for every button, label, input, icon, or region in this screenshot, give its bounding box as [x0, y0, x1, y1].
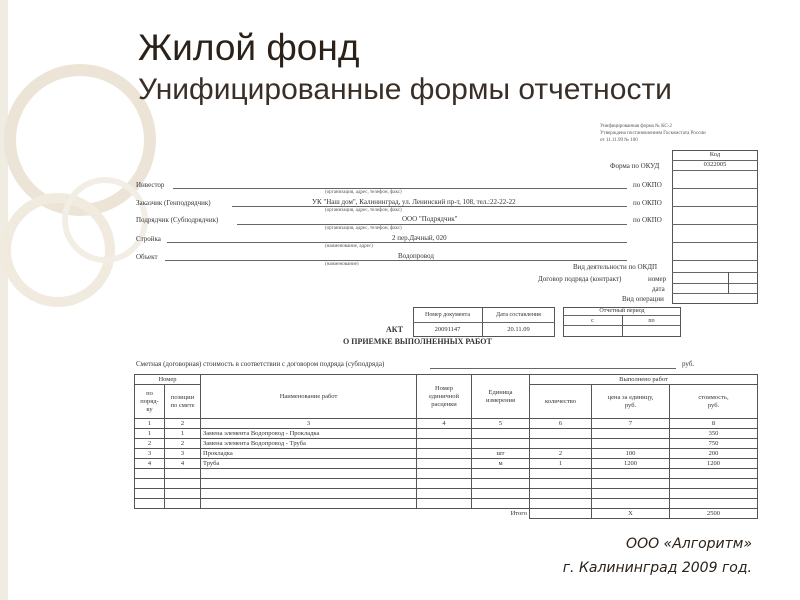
header-price-number: Номер единичной расценки — [417, 375, 472, 419]
org-hint: (организация, адрес, телефон, факс) — [325, 226, 402, 231]
total-value: 2500 — [670, 509, 758, 519]
org-hint: (организация, адрес, телефон, факс) — [325, 208, 402, 213]
okpo-label: по ОКПО — [633, 199, 662, 207]
contractor-value: ООО "Подрядчик" — [402, 215, 458, 223]
header-price: цена за единицу, руб. — [592, 385, 670, 419]
contract-label: Договор подряда (контракт) — [538, 275, 622, 283]
total-x: X — [592, 509, 670, 519]
doc-date-label: Дата составления — [496, 312, 541, 318]
cost-text: Сметная (договорная) стоимость в соответствии с договором подряда (субподряда) — [136, 360, 385, 368]
okpo-label: по ОКПО — [633, 181, 662, 189]
contract-date-label: дата — [652, 285, 665, 293]
form-header-line: от 11.11.99 № 100 — [600, 138, 638, 143]
okud-label: Форма по ОКУД — [610, 162, 660, 170]
column-numbers-row: 1 2 3 4 5 6 7 8 — [135, 419, 758, 429]
site-value: 2 пер.Дачный, 020 — [392, 234, 447, 242]
doc-number: 20091147 — [434, 326, 461, 333]
period-to: по — [648, 318, 655, 324]
contract-number-label: номер — [648, 275, 667, 283]
header-number: Номер — [135, 375, 201, 385]
header-cost: стоимость, руб. — [670, 385, 758, 419]
header-unit: Единица измерения — [472, 375, 530, 419]
header-done: Выполнено работ — [530, 375, 758, 385]
org-hint: (организация, адрес, телефон, факс) — [325, 190, 402, 195]
act-title: О ПРИЕМКЕ ВЫПОЛНЕННЫХ РАБОТ — [343, 337, 492, 346]
okpo-label: по ОКПО — [633, 216, 662, 224]
period-label: Отчетный период — [599, 308, 645, 314]
footer-city: г. Калининград 2009 год. — [562, 560, 752, 576]
table-row: 1 1 Замена элемента Водопровод - Прокладка 350 — [135, 429, 758, 439]
form-header-line: Утверждена постановлением Госкомстата России — [600, 131, 706, 136]
name-hint: (наименование) — [325, 262, 359, 267]
site-label: Стройка — [136, 235, 161, 243]
code-column — [672, 150, 758, 304]
header-position: позиции по смете — [165, 385, 201, 419]
contractor-label: Подрядчик (Субподрядчик) — [136, 216, 219, 224]
header-name: Наименование работ — [201, 375, 417, 419]
table-row: 2 2 Замена элемента Водопровод - Труба 750 — [135, 439, 758, 449]
okdp-label: Вид деятельности по ОКДП — [573, 263, 658, 271]
header-qty: количество — [530, 385, 592, 419]
object-value: Водопровод — [398, 252, 434, 260]
form-header-line: Унифицированная форма № КС-2 — [600, 124, 672, 129]
operation-label: Вид операции — [622, 295, 664, 303]
table-row: 4 4 Труба м 1 1200 1200 — [135, 459, 758, 469]
total-label: Итого — [135, 509, 530, 519]
empty-row — [135, 499, 758, 509]
act-label: АКТ — [386, 325, 403, 334]
okud-value: 0322005 — [703, 161, 727, 168]
name-address-hint: (наименование, адрес) — [325, 244, 373, 249]
slide-title: Жилой фонд — [138, 27, 360, 68]
customer-label: Заказчик (Генподрядчик) — [136, 199, 211, 207]
period-from: с — [591, 318, 594, 324]
investor-label: Инвестор — [136, 181, 165, 189]
doc-number-label: Номер документа — [424, 312, 470, 318]
slide-subtitle: Унифицированные формы отчетности — [138, 73, 672, 106]
empty-row — [135, 479, 758, 489]
object-label: Объект — [136, 253, 158, 261]
footer-org: ООО «Алгоритм» — [626, 536, 752, 552]
table-row: 3 3 Прокладка шт 2 100 200 — [135, 449, 758, 459]
customer-value: УК "Наш дом", Калининград, ул. Ленинский пр-т, 108, тел.:22-22-22 — [312, 198, 516, 206]
doc-date: 20.11.09 — [507, 326, 530, 333]
currency-label: руб. — [682, 360, 695, 368]
total-row — [135, 509, 758, 519]
empty-row — [135, 489, 758, 499]
works-table — [134, 374, 758, 519]
code-label: Код — [709, 151, 721, 158]
header-order: по поряд- ку — [135, 385, 165, 419]
empty-row — [135, 469, 758, 479]
